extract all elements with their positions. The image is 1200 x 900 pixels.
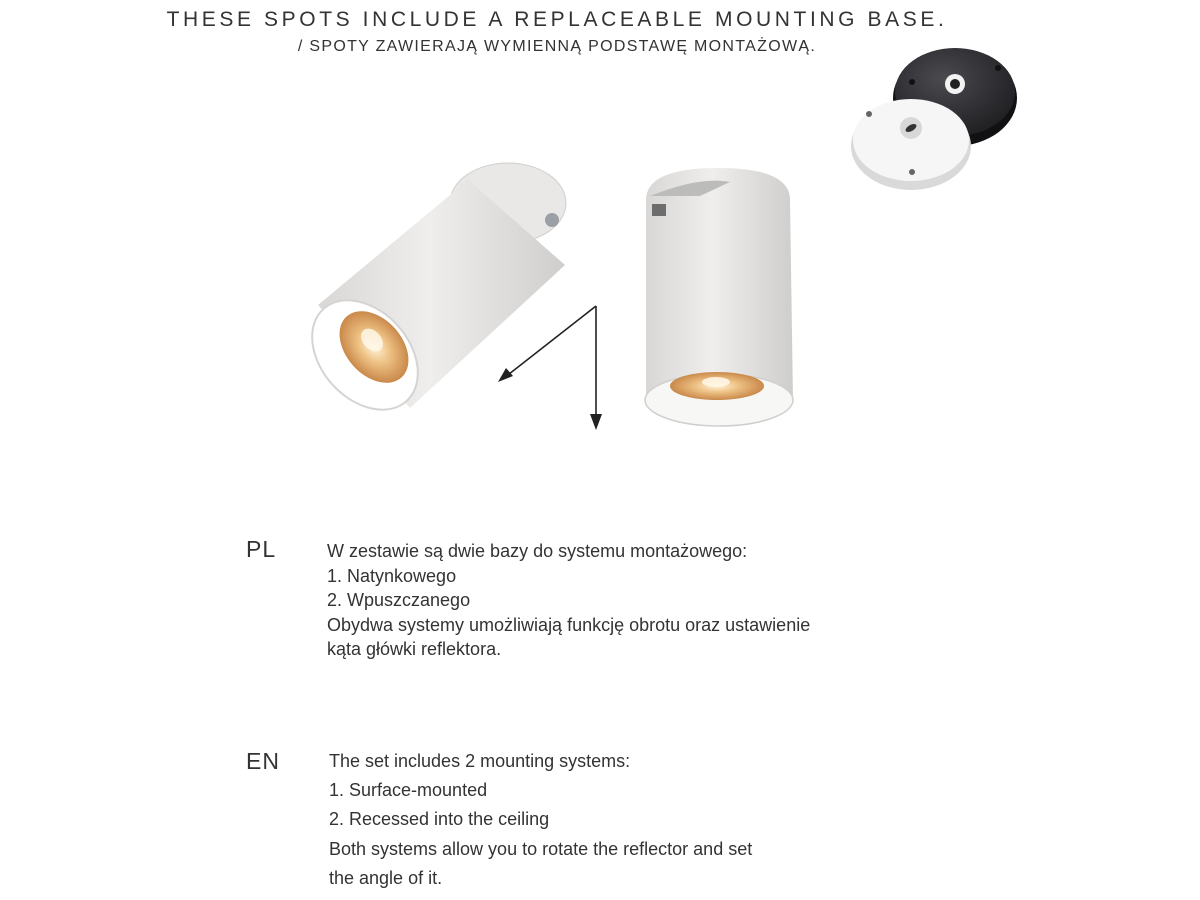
language-code-en: EN xyxy=(246,748,280,774)
page-subtitle: / SPOTY ZAWIERAJĄ WYMIENNĄ PODSTAWĘ MONTAŻOWĄ. xyxy=(297,38,817,55)
upright-spot-image xyxy=(645,168,793,426)
description-en xyxy=(329,747,752,893)
description-line: 2. Wpuszczanego xyxy=(327,590,471,610)
description-line: The set includes 2 mounting systems: xyxy=(329,751,631,771)
description-line: Obydwa systemy umożliwiają funkcję obrotu oraz ustawienie xyxy=(327,614,811,635)
description-line: 1. Natynkowego xyxy=(327,565,457,586)
description-line: 1. Surface-mounted xyxy=(329,780,488,801)
description-line: the angle of it. xyxy=(329,867,443,888)
rotation-arrows xyxy=(498,306,602,430)
page-title: THESE SPOTS INCLUDE A REPLACEABLE MOUNTING BASE. xyxy=(166,8,948,31)
description-line: W zestawie są dwie bazy do systemu montażowego: xyxy=(327,541,748,561)
language-code-pl: PL xyxy=(246,536,277,562)
description-pl xyxy=(327,539,810,662)
description-line: 2. Recessed into the ceiling xyxy=(329,809,550,830)
mounting-bases-image xyxy=(851,48,1017,190)
description-line: Both systems allow you to rotate the reflector and set xyxy=(329,838,753,859)
tilted-spot-image xyxy=(291,163,566,431)
description-line: kąta główki reflektora. xyxy=(327,639,502,659)
